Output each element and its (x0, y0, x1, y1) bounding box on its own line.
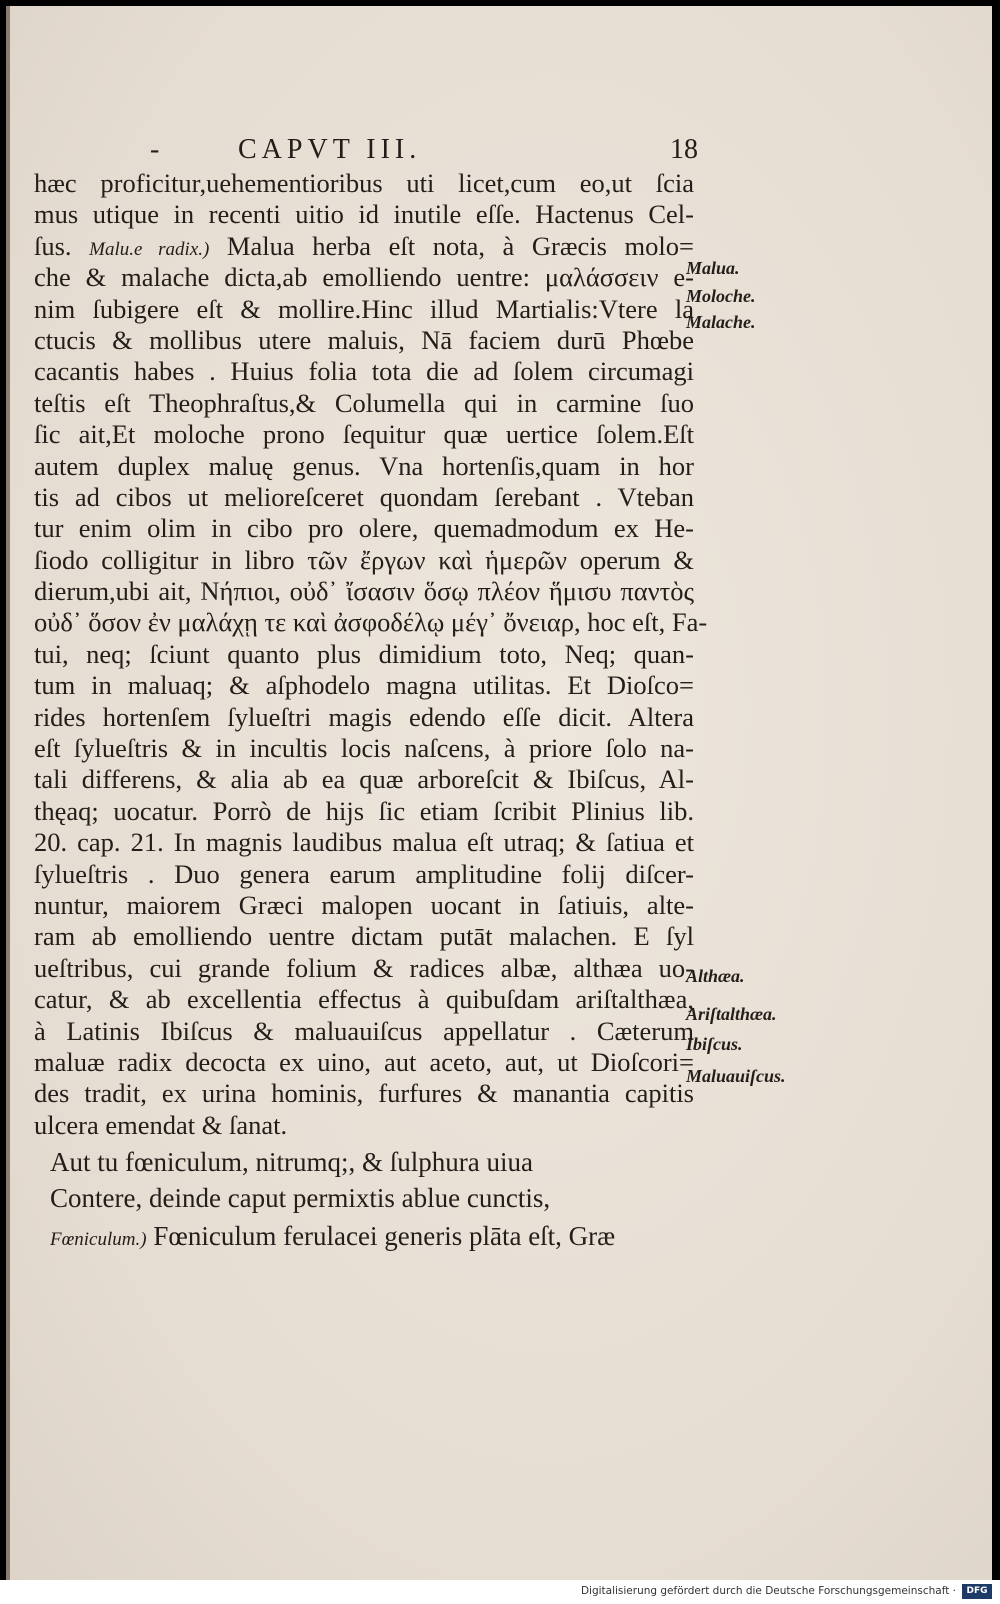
text-line: ulcera emendat & ſanat. (34, 1109, 288, 1140)
text-line: οὐδ᾽ ὅσον ἐν μαλάχῃ τε καὶ ἀσφοδέλῳ μέγ᾽ ὄνειαρ, hoc eſt, Fa- (34, 607, 708, 638)
margin-note: Malache. (686, 312, 756, 332)
text-line: tali differens, & alia ab ea quæ arboreſcit & Ibiſcus, Al- (34, 764, 694, 795)
page-binding-edge (6, 6, 10, 1580)
text-line: tis ad cibos ut melioreſceret quondam ſerebant . Vteban (34, 481, 694, 512)
text-line: 20. cap. 21. In magnis laudibus malua eſt utraq; & ſatiua et (34, 827, 694, 858)
lemma-line (50, 1218, 690, 1258)
text-line: ram ab emolliendo uentre dictam putāt malachen. E ſyl (34, 921, 694, 952)
digitization-footer (0, 1580, 1000, 1604)
text-line: nim ſubigere eſt & mollire.Hinc illud Martialis:Vtere la (34, 293, 694, 324)
verse-line: Aut tu fœniculum, nitrumq;, & ſulphura uiua (50, 1147, 533, 1177)
page-number: 18 (670, 134, 698, 165)
commentary-text (34, 168, 708, 1141)
text-line: teſtis eſt Theophraſtus,& Columella qui in carmine ſuo (34, 387, 694, 418)
text-line: à Latinis Ibiſcus & maluauiſcus appellatur . Cæterum (34, 1015, 694, 1046)
text-line: ſic ait,Et moloche prono ſequitur quæ uertice ſolem.Eſt (34, 419, 694, 450)
margin-note: Moloche. (686, 286, 756, 306)
text-line: ſiodo colligitur in libro τῶν ἔργων καὶ ἡμερῶν operum & (34, 544, 694, 575)
text-line: ſylueſtris . Duo genera earum amplitudine folij diſcer- (34, 858, 694, 889)
margin-note: Maluauiſcus. (686, 1066, 786, 1086)
text-line: rides hortenſem ſylueſtri magis edendo eſſe dicit. Altera (34, 701, 694, 732)
text-fragment: Fœniculum ferulacei generis plāta eſt, Græ (146, 1221, 616, 1251)
text-fragment: Malua herba eſt nota, à Græcis molo= (209, 230, 694, 261)
text-line: autem duplex maluę genus. Vna hortenſis,quam in hor (34, 450, 694, 481)
text-line: ueſtribus, cui grande folium & radices albæ, althæa uo- (34, 952, 694, 983)
text-line: maluæ radix decocta ex uino, aut aceto, aut, ut Dioſcori= (34, 1046, 694, 1077)
text-line: mus utique in recenti uitio id inutile eſſe. Hactenus Cel- (34, 199, 694, 230)
text-line: nuntur, maiorem Græci malopen uocant in ſatiuis, alte- (34, 889, 694, 920)
text-line: tui, neq; ſciunt quanto plus dimidium toto, Neq; quan- (34, 638, 694, 669)
margin-note: Althæa. (686, 966, 745, 986)
text-line: thęaq; uocatur. Porrò de hijs ſic etiam ſcribit Plinius lib. (34, 795, 694, 826)
text-line: des tradit, ex urina hominis, furfures & manantia capitis (34, 1078, 694, 1109)
text-fragment: ſus. (34, 230, 90, 261)
dfg-logo-icon: DFG (962, 1584, 992, 1599)
text-line: cacantis habes . Huius folia tota die ad ſolem circumagi (34, 356, 694, 387)
text-line: dierum,ubi ait, Νήπιοι, οὐδ᾽ ἴσασιν ὅσῳ πλέον ἥμισυ παντὸς (34, 576, 694, 607)
verse-quotation (50, 1144, 690, 1216)
margin-note: Ariſtalthæa. (686, 1004, 777, 1024)
text-line: hæc proficitur,uehementioribus uti licet,cum eo,ut ſcia (34, 168, 694, 198)
lemma-label: Fœniculum.) (50, 1229, 147, 1250)
text-line: eſt ſylueſtris & in incultis locis naſcens, à priore ſolo na- (34, 733, 694, 764)
text-line (34, 231, 694, 262)
header-dash: - (150, 134, 165, 165)
lemma-label: Malu.e radix.) (89, 238, 210, 260)
running-head: CAPVT III. (238, 134, 422, 165)
text-line: ctucis & mollibus utere maluis, Nā faciem durū Phœbe (34, 324, 694, 355)
text-line: tur enim olim in cibo pro olere, quemadmodum ex He- (34, 513, 694, 544)
margin-note: Malua. (686, 258, 740, 278)
funding-credit: Digitalisierung gefördert durch die Deutsche Forschungsgemeinschaft · (580, 1585, 956, 1597)
text-line: che & malache dicta,ab emolliendo uentre: μαλάσσειν e- (34, 262, 694, 293)
verse-line: Contere, deinde caput permixtis ablue cunctis, (50, 1183, 551, 1213)
margin-note: Ibiſcus. (686, 1034, 743, 1054)
text-line: catur, & ab excellentia effectus à quibuſdam ariſtalthæa, (34, 984, 694, 1015)
text-line: tum in maluaq; & aſphodelo magna utilitas. Et Dioſco= (34, 670, 694, 701)
